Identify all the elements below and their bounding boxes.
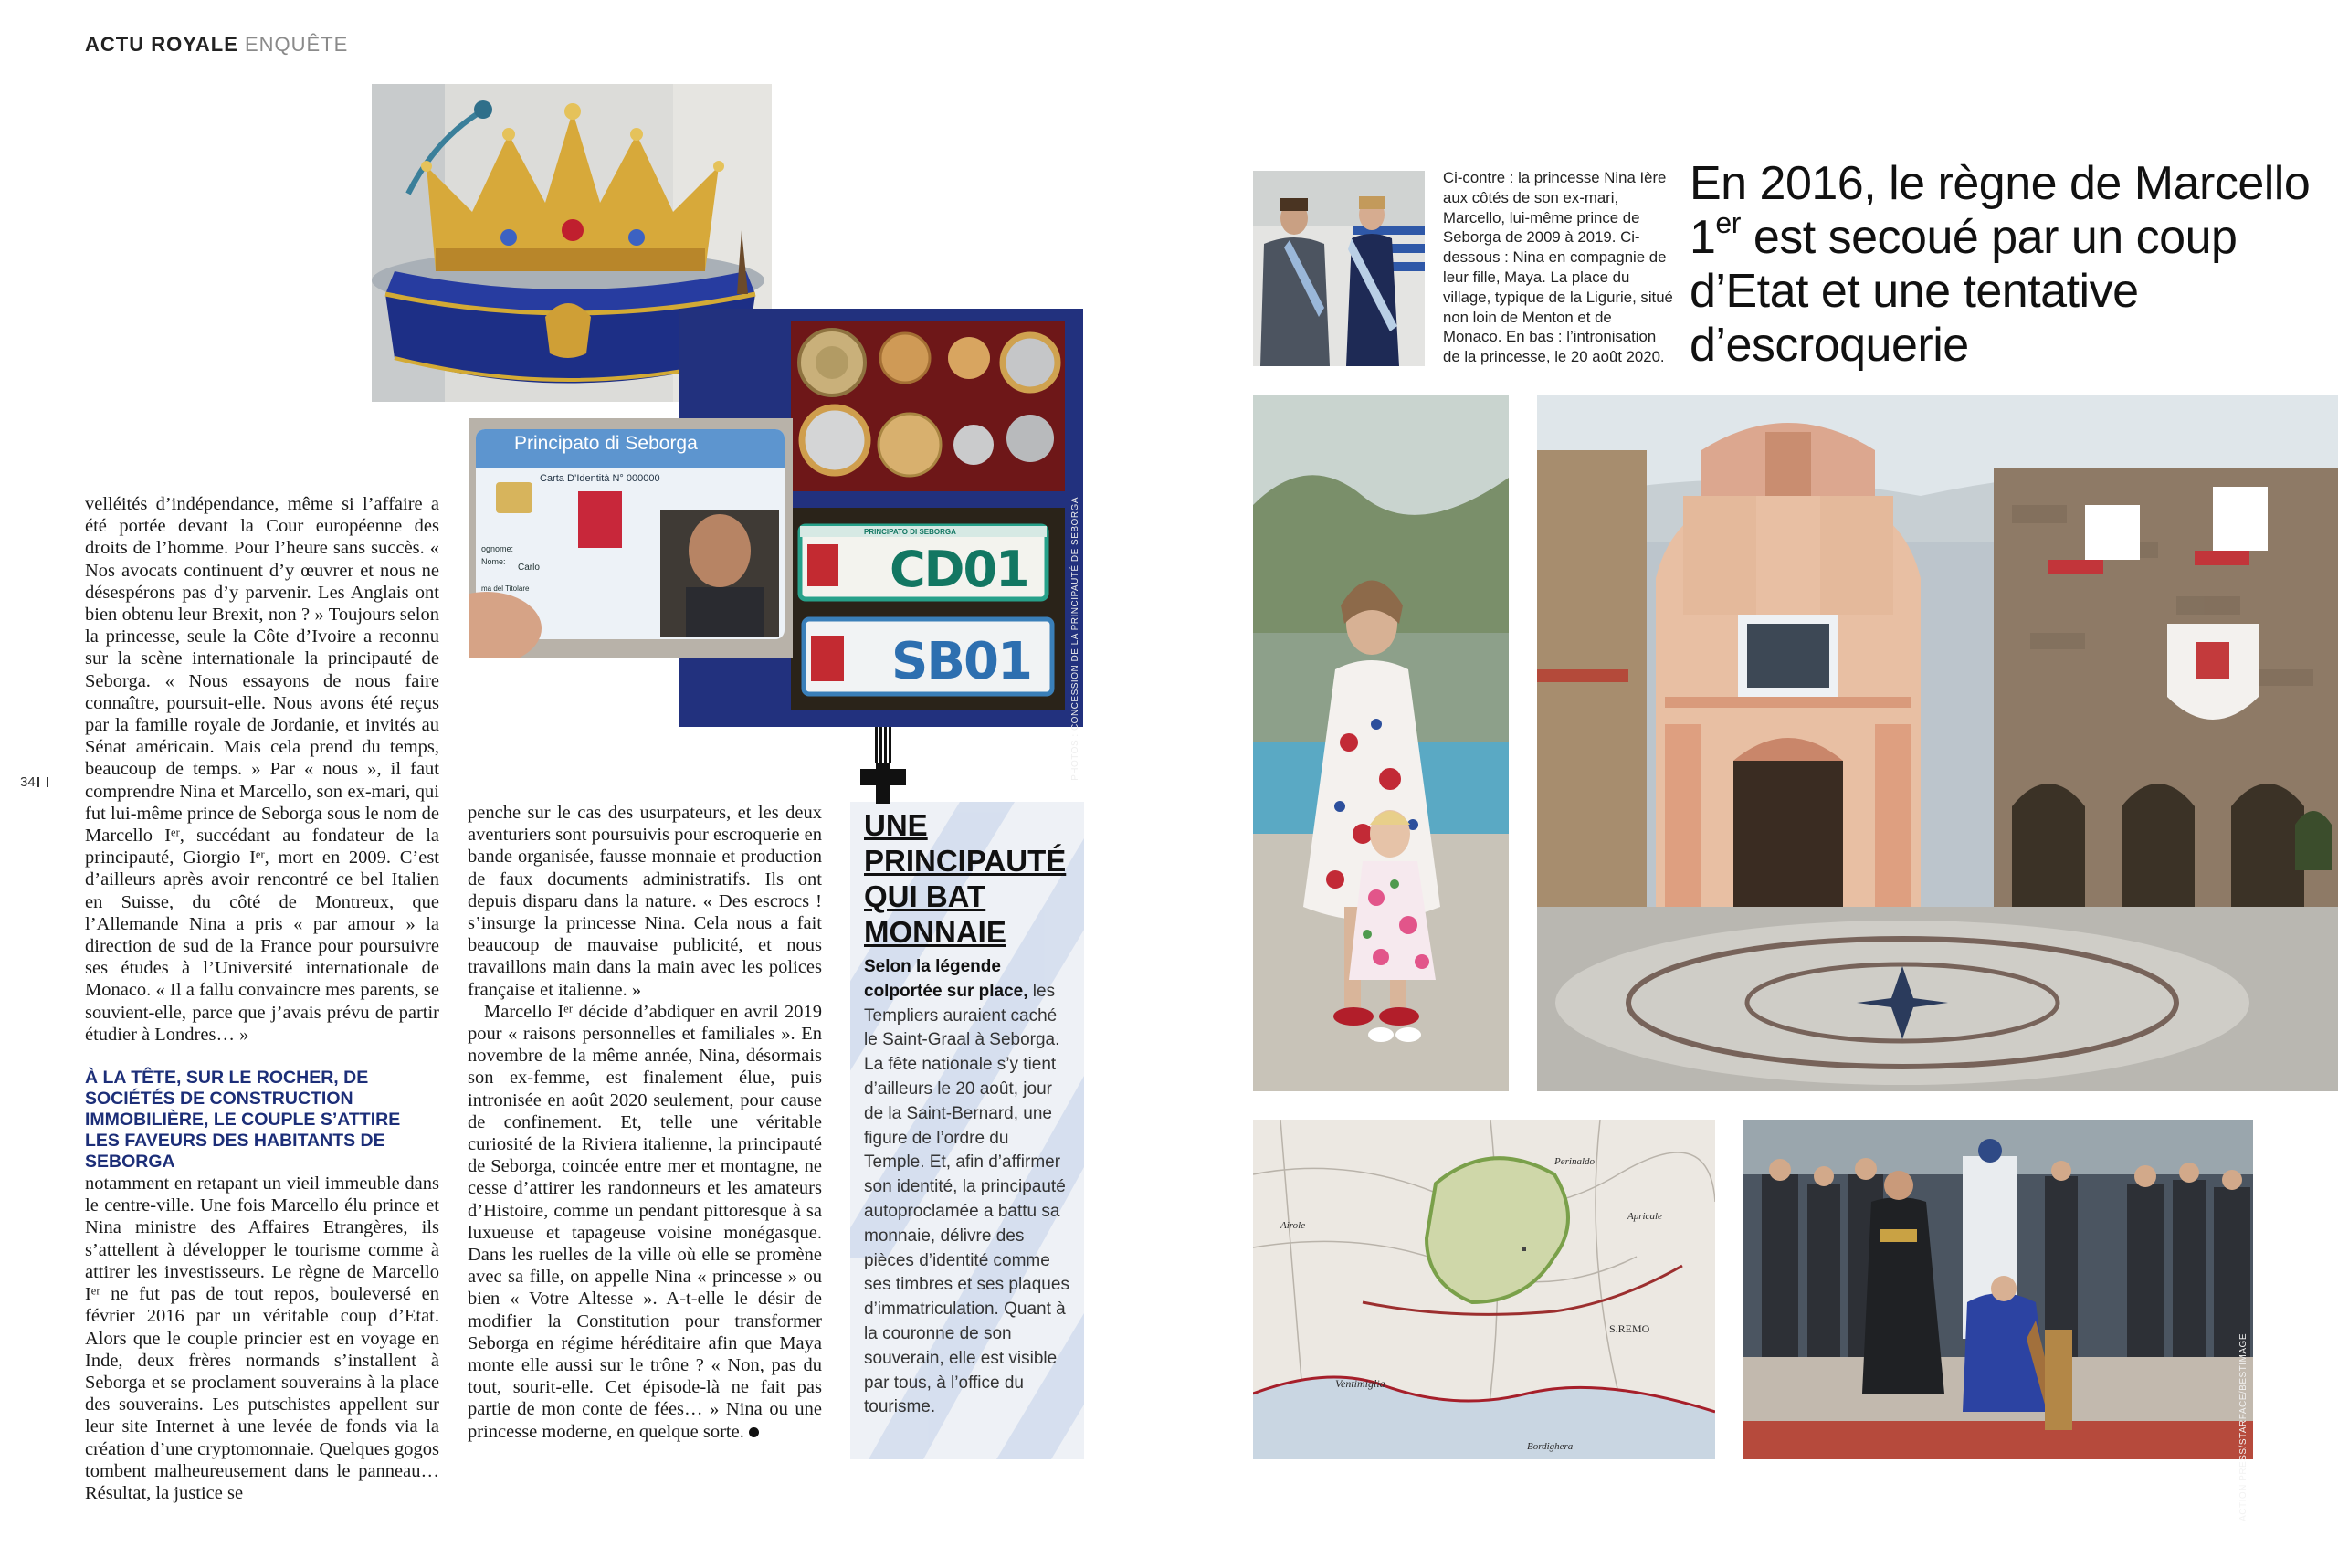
id-card-title: Principato di Seborga bbox=[514, 433, 698, 454]
sidebar-title bbox=[864, 807, 1083, 950]
id-card-photo bbox=[469, 418, 793, 658]
page-number-text: 34 bbox=[20, 774, 36, 790]
village-square-photo bbox=[1537, 395, 2338, 1091]
map-label-airole: Airole bbox=[1280, 1220, 1306, 1231]
headline bbox=[1690, 157, 2320, 373]
id-card-sub: Carta D’Identità N° 000000 bbox=[540, 473, 660, 484]
plates-photo bbox=[791, 508, 1065, 710]
headline-sup: er bbox=[1715, 206, 1741, 239]
headline-part2: est secoué par un coup d’Etat et une tentative d’escroquerie bbox=[1690, 211, 2238, 372]
map-label-bordighera: Bordighera bbox=[1527, 1441, 1574, 1452]
headline-part1: En 2016, le règne de Marcello 1 bbox=[1690, 157, 2311, 264]
photo-caption: Ci-contre : la princesse Nina Ière aux côtés de son ex-mari, Marcello, lui-même prince de Seborga de 2009 à 2019. Ci-dessous : Nina en compagnie de leur fille, Maya. La place du village, typique de la Ligurie, situé non loin de Menton et de Monaco. En bas : l’intronisation de la princesse, le 20 août 2020. bbox=[1443, 169, 1673, 366]
sidebar-lead: Selon la légende colportée sur place, bbox=[864, 957, 1028, 1001]
mother-daughter-photo bbox=[1253, 395, 1509, 1091]
sidebar-title-line-1: UNE bbox=[864, 808, 928, 842]
sidebar-body: les Templiers auraient caché le Saint-Graal à Seborga. La fête nationale s’y tient d’ailleurs le 20 août, jour de la Saint-Bernard, une figure de l’ordre du Temple. Et, afin d’affirmer son identité, la principauté autoproclamée a battu sa monnaie, délivre des pièces d’identité comme ses timbres et ses plaques d’immatriculation. Quant à la couronne de son souverain, elle est visible par tous, à l’office du tourisme. bbox=[864, 981, 1069, 1417]
map-label-sremo: S.REMO bbox=[1609, 1322, 1650, 1335]
col2-paragraph-2 bbox=[468, 1001, 822, 1443]
rubric-section: ACTU ROYALE bbox=[85, 33, 238, 56]
sidebar-text bbox=[864, 955, 1070, 1420]
sidebar-title-line-4: MONNAIE bbox=[864, 915, 1006, 949]
sidebar-title-line-2: PRINCIPAUTÉ bbox=[864, 844, 1067, 878]
id-card-value: Carlo bbox=[518, 563, 540, 573]
col1-paragraph-1: velléités d’indépendance, même si l’affaire a été portée devant la Cour européenne des droits de l’homme. Pour l’heure sans succès. « Nos avocats continuent d’y œuvrer et nous ne désespérons pas d’y parvenir. Les Anglais ont bien obtenu leur Brexit, non ? » Toujours selon la princesse, seule la Côte d’Ivoire a reconnu sur la scène internationale la principauté de Seborga. « Nous essayons de nous faire connaître, poursuit-elle. Nous avons été reçus par la famille royale de Jordanie, et invités au Sénat américain. Mais cela prend du temps, beaucoup de temps. » Par « nous », il faut comprendre Nina et Marcello, son ex-mari, qui fut lui-même prince de Seborga sous le nom de Marcello Iᵉʳ, succédant au fondateur de la principauté, Giorgio Iᵉʳ, mort en 2009. C’est d’ailleurs après avoir rencontré ce bel Italien en Suisse, du côté de Montreux, que l’Allemande Nina a pris « par amour » la direction de sud de la France pour poursuivre ses études à l’Université internationale de Monaco. « Il a fallu convaincre mes parents, se souvient-elle, parce que j’avais prévu de partir étudier à Londres… » bbox=[85, 494, 439, 1045]
plate-top-label: PRINCIPATO DI SEBORGA bbox=[864, 528, 956, 536]
id-card-field2: Nome: bbox=[481, 557, 506, 566]
plate-cd01: CD01 bbox=[890, 541, 1028, 598]
id-card-field3: ma del Titolare bbox=[481, 584, 530, 593]
couple-photo bbox=[1253, 171, 1425, 366]
map-label-apricale: Apricale bbox=[1627, 1211, 1662, 1222]
article-column-1 bbox=[85, 493, 439, 1504]
section-rubric bbox=[85, 33, 348, 57]
end-mark-icon bbox=[749, 1427, 759, 1437]
photo-credit-right: ACTION PRESS/STARFACE/BESTIMAGE bbox=[2238, 1333, 2248, 1521]
folio-bars-icon bbox=[37, 777, 48, 787]
sidebar-title-line-3: QUI BAT bbox=[864, 879, 986, 913]
photo-credit-left: PHOTOS : CONCESSION DE LA PRINCIPAUTÉ DE SEBORGA bbox=[1070, 497, 1080, 781]
cross-icon bbox=[860, 727, 906, 804]
map-photo bbox=[1253, 1120, 1715, 1459]
article-column-2 bbox=[468, 802, 822, 1443]
coins-photo bbox=[791, 321, 1065, 491]
col1-paragraph-2: notamment en retapant un vieil immeuble dans le centre-ville. Une fois Marcello élu prince et Nina ministre des Affaires Etrangères, ils s’attellent à développer le tourisme comme à attirer les investisseurs. Le règne de Marcello Iᵉʳ ne fut pas de tout repos, bouleversé en février 2016 par un véritable coup d’Etat. Alors que le couple princier est en voyage en Inde, deux frères normands s’installent à Seborga et se proclament souverains à la place des souverains. Les putschistes appellent sur leur site Internet à une levée de fonds via la création d’une cryptomonnaie. Quelques gogos tombent malheureusement dans le panneau… Résultat, la justice se bbox=[85, 1173, 439, 1503]
id-card-field1: ognome: bbox=[481, 544, 514, 553]
map-label-perinaldo: Perinaldo bbox=[1554, 1156, 1595, 1167]
rubric-sub: ENQUÊTE bbox=[245, 33, 349, 56]
col2-paragraph-2-text: Marcello Iᵉʳ décide d’abdiquer en avril 2019 pour « raisons personnelles et familiales ». En novembre de la même année, Nina, désormais son ex-femme, est finalement élue, puis intronisée en août 2020 seulement, pour cause de confinement. Et, telle une véritable curiosité de la Riviera italienne, la principauté de Seborga, coincée entre mer et montagne, ne cesse d’attirer les randonneurs et les amateurs d’Histoire, comme un pendant pittoresque à sa luxueuse et tapageuse voisine monégasque. Dans les ruelles de la ville où elle se promène avec sa fille, on appelle Nina « princesse » ou bien « Votre Altesse ». A-t-elle le désir de modifier la Constitution pour transformer Seborga en régime héréditaire afin que Maya monte elle aussi sur le trône ? « Non, pas du tout, sourit-elle. Cet épisode-là ne fait pas partie de mon conte de fées… » Nina ou une princesse moderne, en quelque sorte. bbox=[468, 1001, 822, 1442]
intertitle: À LA TÊTE, SUR LE ROCHER, DE SOCIÉTÉS DE CONSTRUCTION IMMOBILIÈRE, LE COUPLE S’ATTIRE LES FAVEURS DES HABITANTS DE SEBORGA bbox=[85, 1068, 401, 1173]
map-label-ventimiglia: Ventimiglia bbox=[1335, 1377, 1385, 1390]
page-number bbox=[20, 774, 48, 790]
plate-sb01: SB01 bbox=[891, 632, 1031, 691]
col2-paragraph-1: penche sur le cas des usurpateurs, et les deux aventuriers sont poursuivis pour escroquerie en bande organisée, fausse monnaie et production de faux documents administratifs. Ils ont depuis disparu dans la nature. « Des escrocs ! s’insurge la princesse Nina. Cela nous a fait beaucoup de mauvaise publicité, et nous travaillons main dans la main avec les polices française et italienne. » bbox=[468, 803, 822, 1000]
ceremony-photo bbox=[1743, 1120, 2253, 1459]
